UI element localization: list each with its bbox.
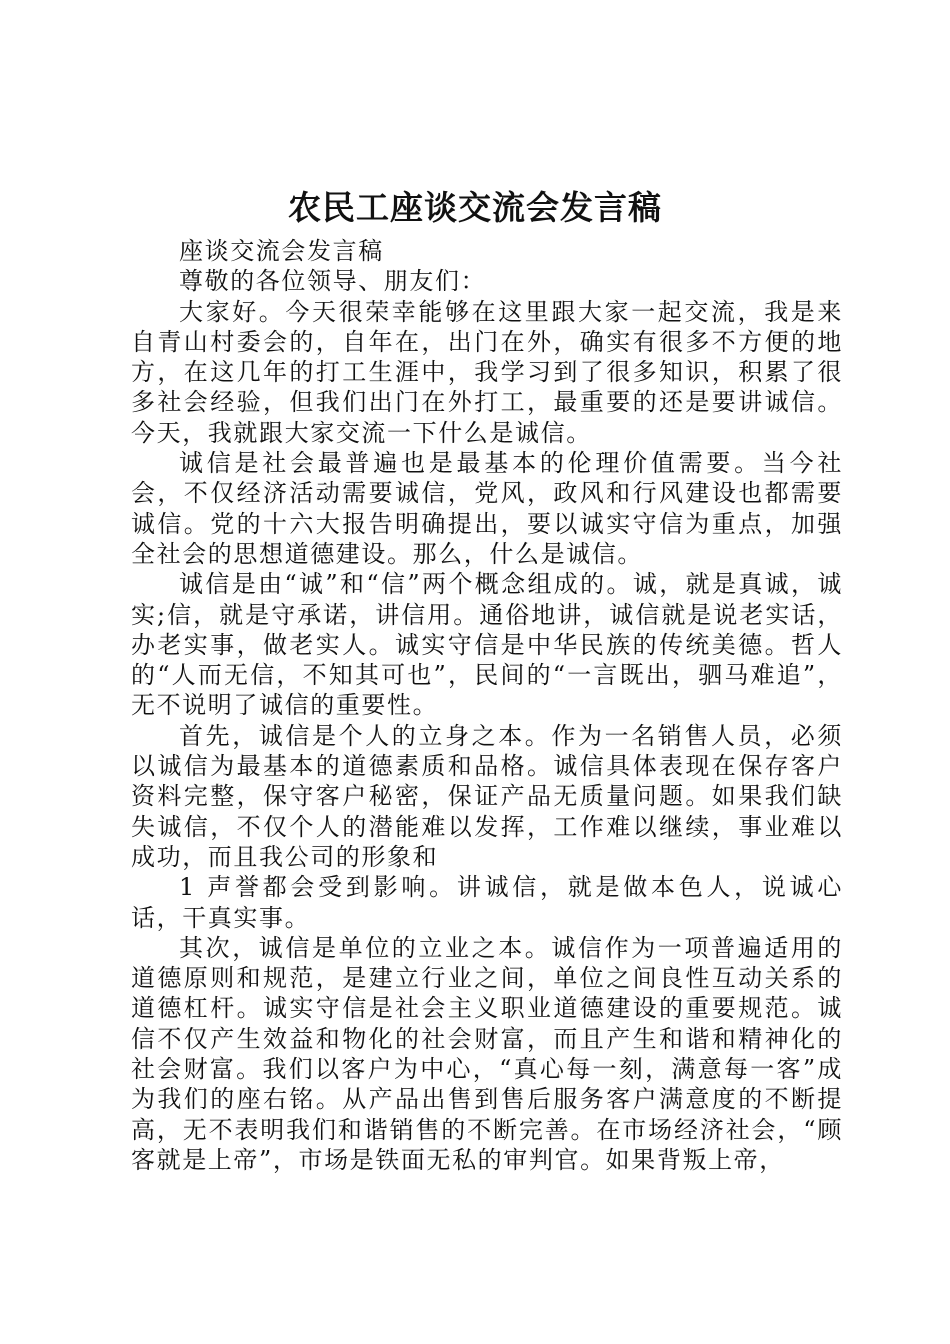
document-title: 农民工座谈交流会发言稿 — [288, 188, 662, 227]
body-paragraph: 诚信是社会最普遍也是最基本的伦理价值需要。当今社会，不仅经济活动需要诚信，党风，政风和行风建设也都需要诚信。党的十六大报告明确提出，要以诚实守信为重点，加强全社会的思想道德建设。那么，什么是诚信。 — [131, 449, 843, 568]
body-paragraph: 1 声誉都会受到影响。讲诚信，就是做本色人，说诚心话，干真实事。 — [131, 873, 843, 932]
body-paragraph: 首先，诚信是个人的立身之本。作为一名销售人员，必须以诚信为最基本的道德素质和品格。诚信具体表现在保存客户资料完整，保守客户秘密，保证产品无质量问题。如果我们缺失诚信，不仅个人的潜能难以发挥，工作难以继续，事业难以成功，而且我公司的形象和 — [131, 721, 843, 871]
body-paragraph: 其次，诚信是单位的立业之本。诚信作为一项普遍适用的道德原则和规范，是建立行业之间，单位之间良性互动关系的道德杠杆。诚实守信是社会主义职业道德建设的重要规范。诚信不仅产生效益和物化的社会财富，而且产生和谐和精神化的社会财富。我们以客户为中心，“真心每一刻，满意每一客”成为我们的座右铭。从产品出售到售后服务客户满意度的不断提高，无不表明我们和谐销售的不断完善。在市场经济社会，“顾客就是上帝”，市场是铁面无私的审判官。如果背叛上帝， — [131, 933, 843, 1174]
body-paragraph: 诚信是由“诚”和“信”两个概念组成的。诚，就是真诚，诚实;信，就是守承诺，讲信用。通俗地讲，诚信就是说老实话，办老实事，做老实人。诚实守信是中华民族的传统美德。哲人的“人而无信，不知其可也”，民间的“一言既出，驷马难追”，无不说明了诚信的重要性。 — [131, 570, 843, 720]
body-paragraph: 大家好。今天很荣幸能够在这里跟大家一起交流，我是来自青山村委会的，自年在，出门在外，确实有很多不方便的地方，在这几年的打工生涯中，我学习到了很多知识，积累了很多社会经验，但我们出门在外打工，最重要的还是要讲诚信。今天，我就跟大家交流一下什么是诚信。 — [131, 297, 843, 447]
document-body — [131, 236, 843, 1175]
subtitle-paragraph: 座谈交流会发言稿 — [179, 237, 384, 265]
salutation-paragraph: 尊敬的各位领导、朋友们： — [179, 267, 487, 296]
